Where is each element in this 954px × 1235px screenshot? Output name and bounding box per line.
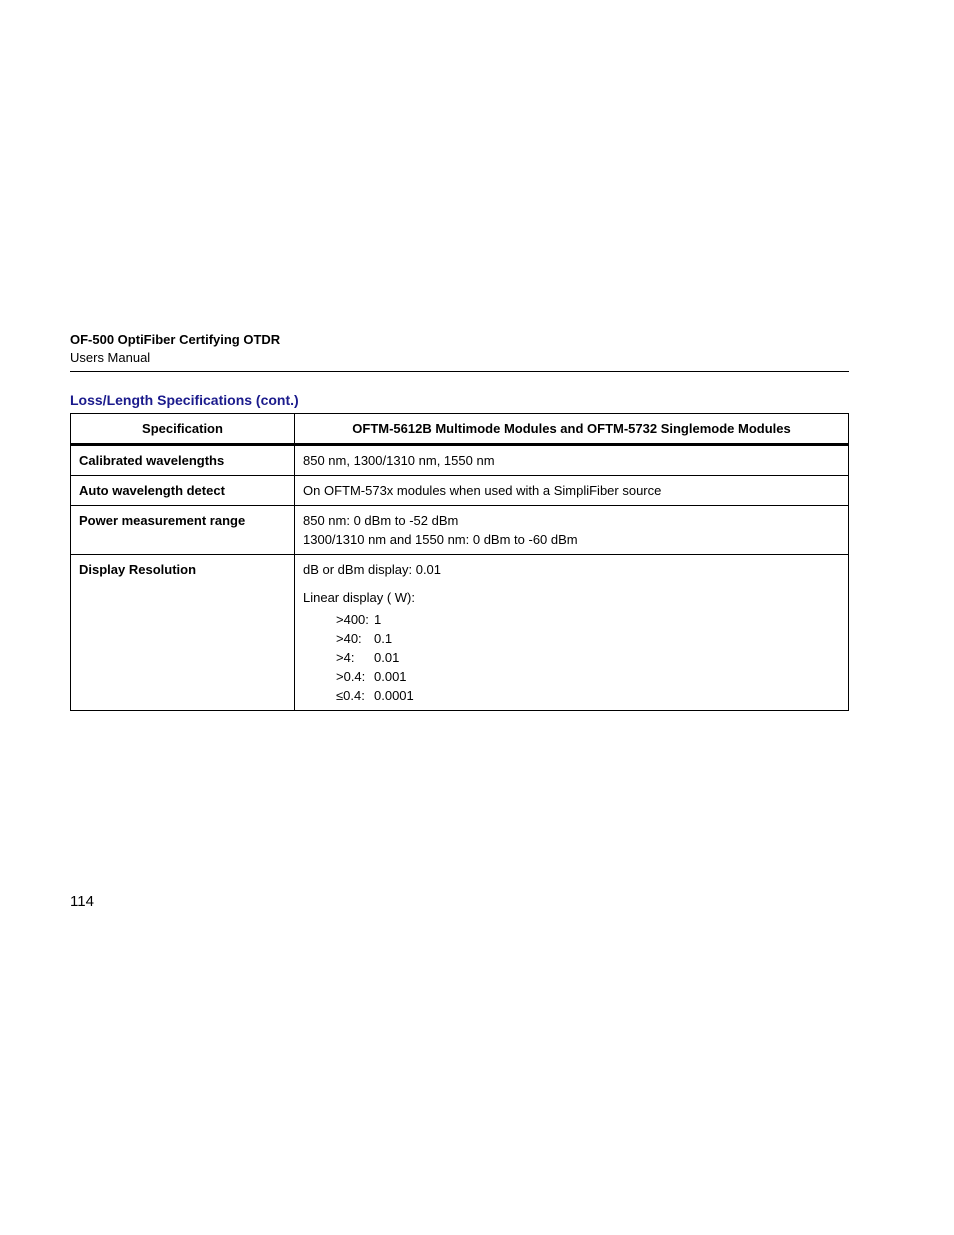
document-title: OF-500 OptiFiber Certifying OTDR — [70, 332, 281, 347]
row-value-power-measurement-range — [295, 506, 849, 555]
row-value-auto-wavelength-detect: On OFTM-573x modules when used with a SimpliFiber source — [295, 476, 849, 506]
row-label-calibrated-wavelengths: Calibrated wavelengths — [71, 445, 295, 476]
linear-range: >400: — [336, 612, 369, 627]
table-row — [71, 476, 849, 506]
table-row — [71, 445, 849, 476]
row-value-calibrated-wavelengths: 850 nm, 1300/1310 nm, 1550 nm — [295, 445, 849, 476]
linear-range: >0.4: — [336, 669, 366, 684]
page-number: 114 — [70, 893, 94, 910]
linear-range: >40: — [336, 631, 362, 646]
list-item — [336, 686, 840, 705]
power-range-line-850: 850 nm: 0 dBm to -52 dBm — [303, 513, 459, 528]
linear-range: >4: — [336, 650, 355, 665]
section-title: Loss/Length Specifications (cont.) — [70, 392, 299, 408]
linear-value: 0.0001 — [374, 688, 414, 703]
list-item — [336, 629, 840, 648]
table-row — [71, 555, 849, 711]
table-header-row — [71, 414, 849, 445]
list-item — [336, 667, 840, 686]
row-label-auto-wavelength-detect: Auto wavelength detect — [71, 476, 295, 506]
linear-value: 0.001 — [374, 669, 407, 684]
linear-value: 0.1 — [374, 631, 393, 646]
specifications-table — [70, 413, 849, 711]
row-label-power-measurement-range: Power measurement range — [71, 506, 295, 555]
linear-value: 0.01 — [374, 650, 400, 665]
table-row — [71, 506, 849, 555]
column-header-specification: Specification — [71, 414, 295, 445]
linear-value: 1 — [374, 612, 382, 627]
row-label-display-resolution: Display Resolution — [71, 555, 295, 711]
list-item — [336, 648, 840, 667]
page-header — [70, 331, 849, 372]
document-subtitle: Users Manual — [70, 350, 151, 365]
linear-display-list — [303, 610, 840, 705]
list-item — [336, 610, 840, 629]
row-value-display-resolution — [295, 555, 849, 711]
column-header-modules: OFTM-5612B Multimode Modules and OFTM-5732 Singlemode Modules — [295, 414, 849, 445]
db-display-line: dB or dBm display: 0.01 — [303, 562, 442, 577]
power-range-line-1300-1550: 1300/1310 nm and 1550 nm: 0 dBm to -60 dBm — [303, 532, 578, 547]
linear-display-intro: Linear display ( W): — [303, 590, 415, 605]
linear-range: ≤0.4: — [336, 688, 365, 703]
